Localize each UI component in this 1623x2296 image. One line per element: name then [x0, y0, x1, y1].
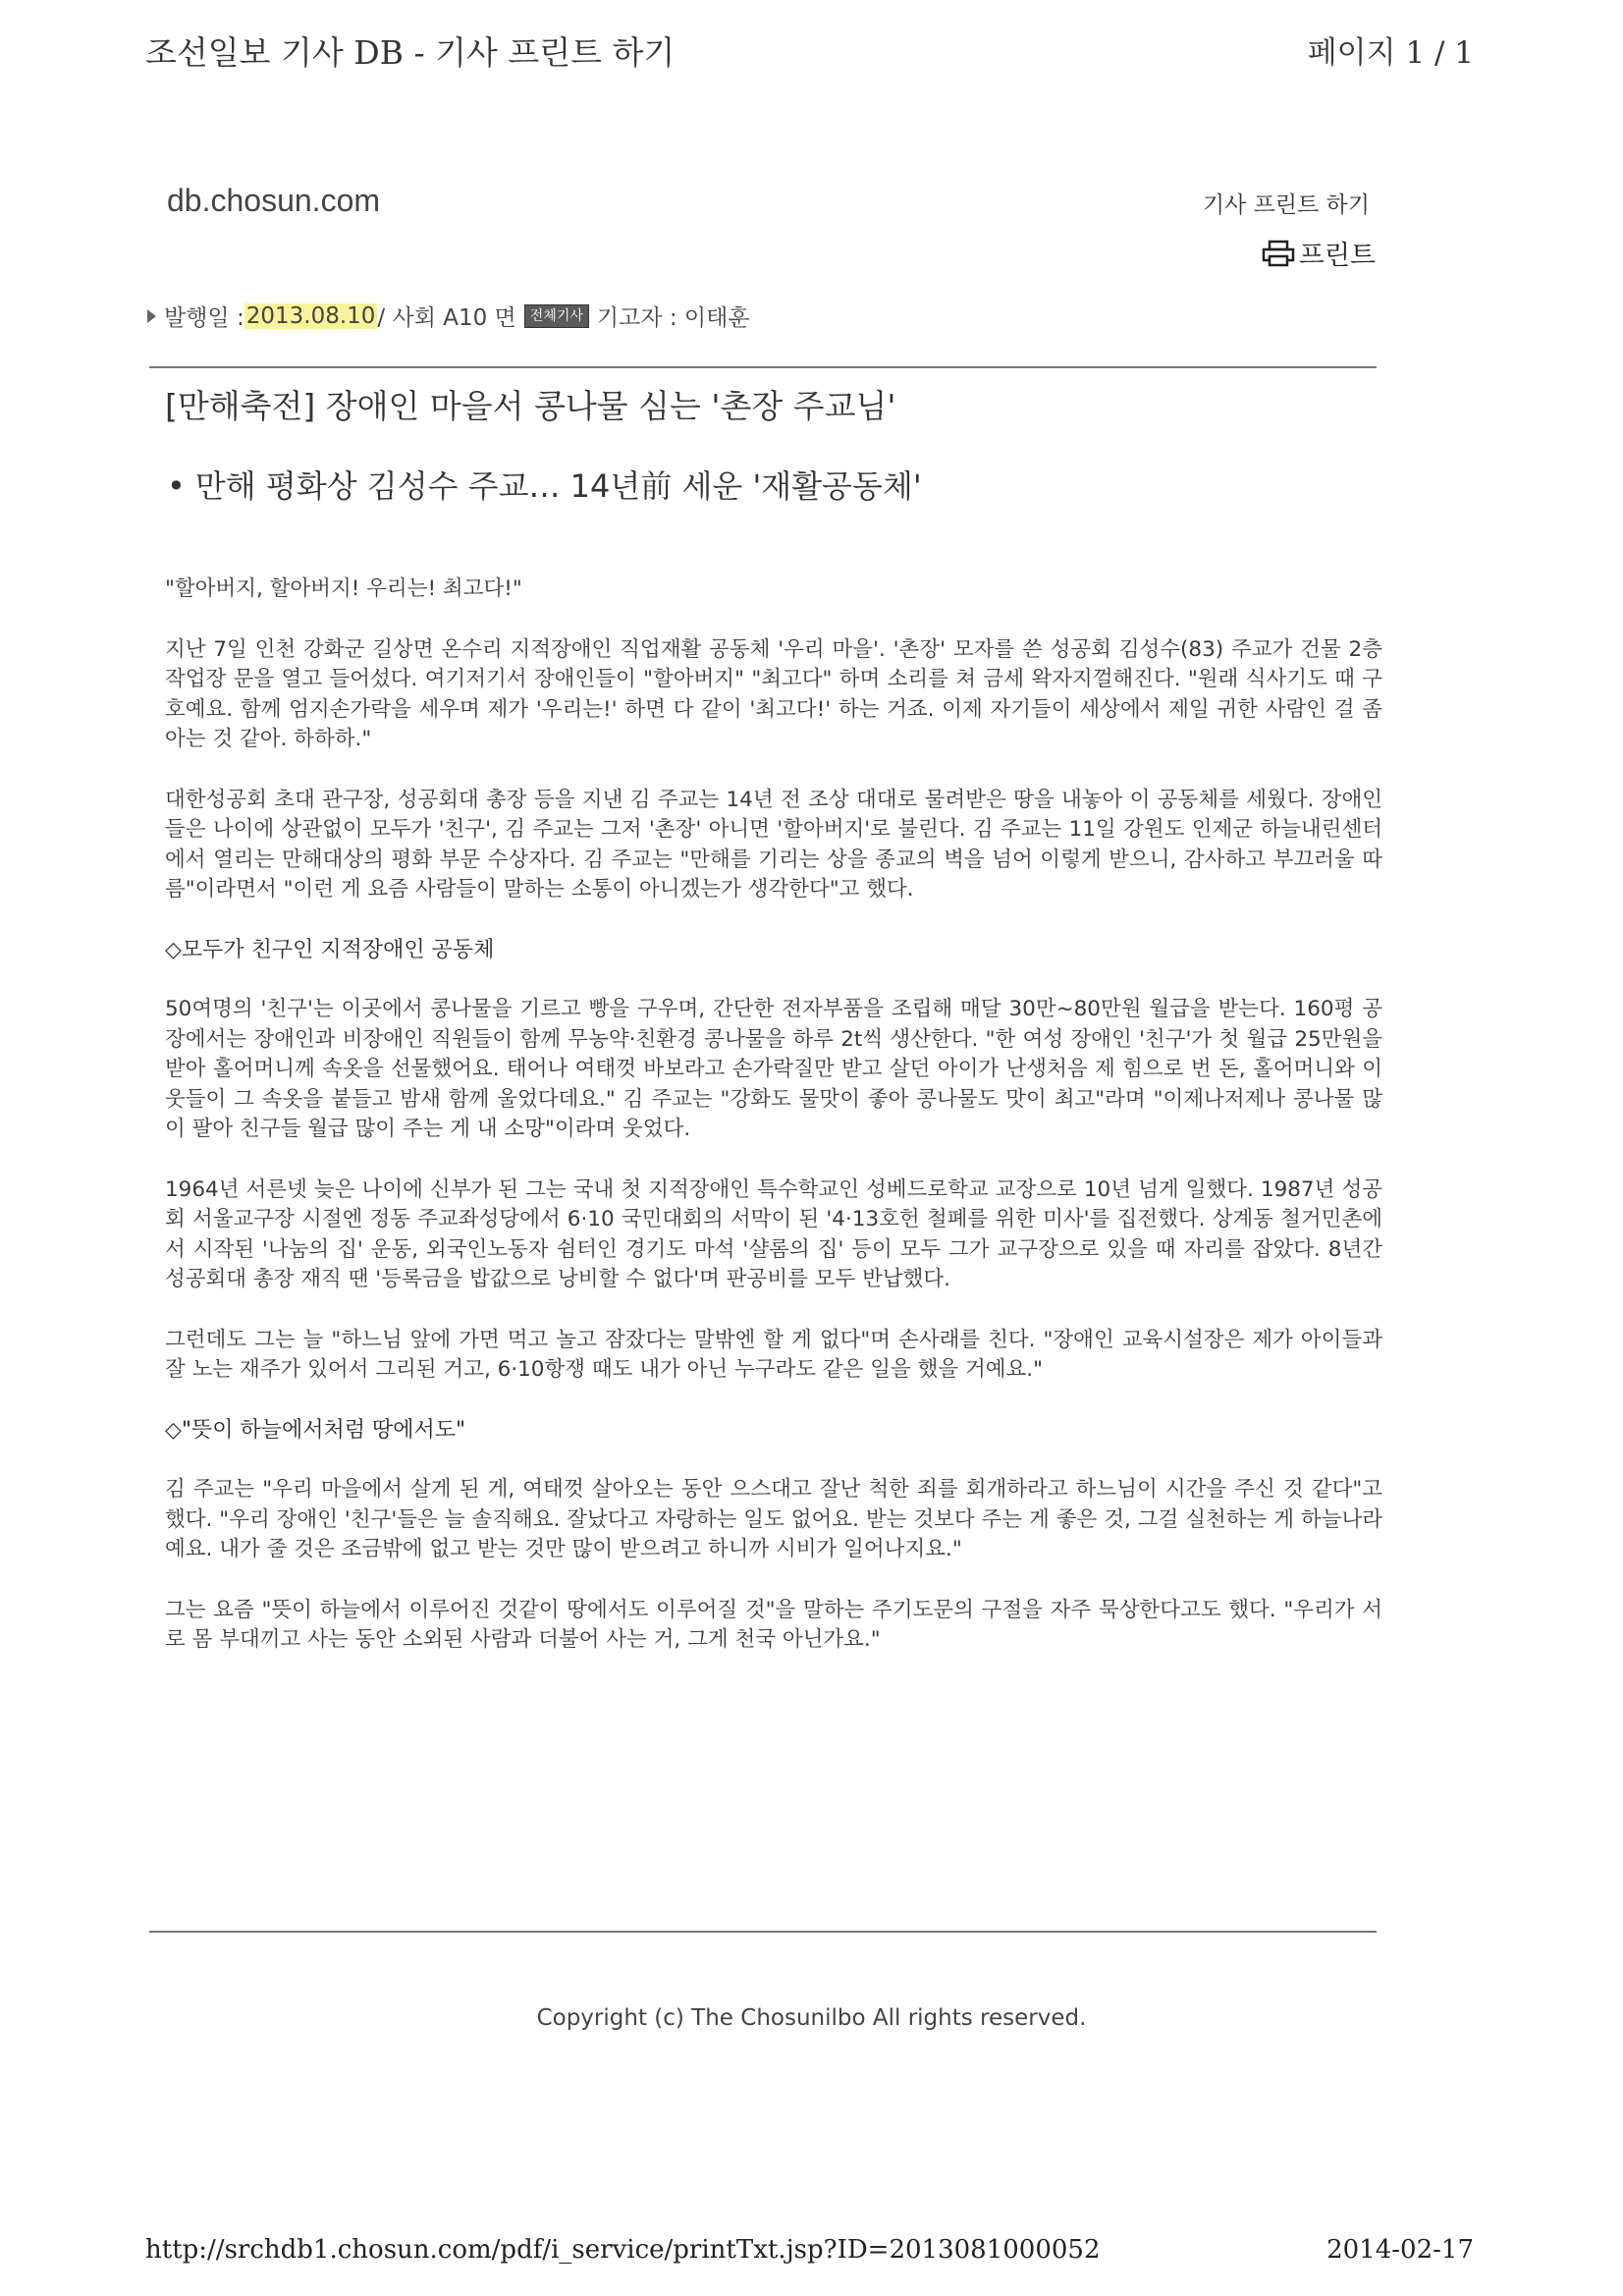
article-paragraph: 그는 요즘 "뜻이 하늘에서 이루어진 것같이 땅에서도 이루어질 것"을 말하는 주기도문의 구절을 자주 묵상한다고도 했다. "우리가 서로 몸 부대끼고 사는 동안 소외된 사람과 더불어 사는 거, 그게 천국 아닌가요.": [165, 1597, 1382, 1652]
footer-url: http://srchdb1.chosun.com/pdf/i_service/printTxt.jsp?ID=2013081000052: [145, 2235, 1101, 2265]
print-button[interactable]: [1262, 234, 1376, 272]
article-paragraph: 김 주교는 "우리 마을에서 살게 된 게, 여태껏 살아오는 동안 으스대고 잘난 척한 죄를 회개하라고 하느님이 시간을 주신 것 같다"고 했다. "우리 장애인 '친구'들은 늘 솔직해요. 잘났다고 자랑하는 일도 없어요. 받는 것보다 주는 게 좋은 것, 그걸 실천하는 게 하늘나라예요. 내가 줄 것은 조금밖에 없고 받는 것만 많이 받으려고 하니까 시비가 일어나지요.": [165, 1477, 1382, 1561]
site-name: db.chosun.com: [167, 183, 381, 218]
divider-top: [149, 366, 1377, 368]
article-paragraph: 1964년 서른넷 늦은 나이에 신부가 된 그는 국내 첫 지적장애인 특수학교인 성베드로학교 교장으로 10년 넘게 일했다. 1987년 성공회 서울교구장 시절엔 정동 주교좌성당에서 6·10 국민대회의 서막이 된 '4·13호헌 철폐를 위한 미사'를 집전했다. 상계동 철거민촌에서 시작된 '나눔의 집' 운동, 외국인노동자 쉼터인 경기도 마석 '샬롬의 집' 등이 모두 그가 교구장으로 있을 때 자리를 잡았다. 8년간 성공회대 총장 재직 땐 '등록금을 밥값으로 낭비할 수 없다'며 판공비를 모두 반납했다.: [165, 1176, 1382, 1291]
article-subheadline: [167, 462, 922, 507]
meta-date: 2013.08.10: [245, 302, 376, 329]
print-header-title: 조선일보 기사 DB - 기사 프린트 하기: [145, 33, 676, 72]
article-headline: [만해축전] 장애인 마을서 콩나물 심는 '촌장 주교님': [165, 387, 896, 425]
meta-reporter: 기고자 : 이태훈: [596, 305, 750, 331]
arrow-right-icon: [147, 309, 156, 323]
meta-section: / 사회 A10 면: [377, 305, 516, 331]
divider-bottom: [149, 1931, 1377, 1933]
printer-icon: [1262, 240, 1295, 267]
article-body: [165, 574, 1382, 1686]
print-button-label: 프린트: [1298, 241, 1376, 271]
print-header-page: 페이지 1 / 1: [1307, 35, 1474, 71]
article-paragraph: 50여명의 '친구'는 이곳에서 콩나물을 기르고 빵을 구우며, 간단한 전자부품을 조립해 매달 30만~80만원 월급을 받는다. 160평 공장에서는 장애인과 비장애인 직원들이 함께 무농약·친환경 콩나물을 하루 2t씩 생산한다. "한 여성 장애인 '친구'가 첫 월급 25만원을 받아 홀어머니께 속옷을 선물했어요. 태어나 여태껏 바보라고 손가락질만 받고 살던 아이가 난생처음 제 힘으로 번 돈, 홀어머니와 이웃들이 그 속옷을 붙들고 밤새 함께 울었다데요." 김 주교는 "강화도 물맛이 좋아 콩나물도 맛이 최고"라며 "이제나저제나 콩나물 많이 팔아 친구들 월급 많이 주는 게 내 소망"이라며 웃었다.: [165, 997, 1382, 1141]
print-article-link[interactable]: 기사 프린트 하기: [1202, 192, 1370, 218]
meta-date-label: 발행일 :: [164, 305, 244, 331]
article-paragraph: 지난 7일 인천 강화군 길상면 온수리 지적장애인 직업재활 공동체 '우리 마을'. '촌장' 모자를 쓴 성공회 김성수(83) 주교가 건물 2층 작업장 문을 열고 들어섰다. 여기저기서 장애인들이 "할아버지" "최고다" 하며 소리를 쳐 금세 왁자지껄해진다. "원래 식사기도 때 구호예요. 함께 엄지손가락을 세우며 제가 '우리는!' 하면 다 같이 '최고다!' 하는 거죠. 이제 자기들이 세상에서 제일 귀한 사람인 걸 좀 아는 것 같아. 하하하.": [165, 636, 1382, 751]
article-paragraph: "할아버지, 할아버지! 우리는! 최고다!": [165, 576, 522, 601]
section-heading: ◇모두가 친구인 지적장애인 공동체: [165, 937, 495, 962]
article-paragraph: 그런데도 그는 늘 "하느님 앞에 가면 먹고 놀고 잠잤다는 말밖엔 할 게 없다"며 손사래를 친다. "장애인 교육시설장은 제가 아이들과 잘 노는 재주가 있어서 그리된 거고, 6·10항쟁 때도 내가 아닌 누구라도 같은 일을 했을 거예요.": [165, 1327, 1382, 1382]
article-meta: [147, 300, 750, 332]
footer-date: 2014-02-17: [1326, 2235, 1474, 2265]
subheadline-text: 만해 평화상 김성수 주교… 14년前 세운 '재활공동체': [194, 467, 922, 505]
article-paragraph: 대한성공회 초대 관구장, 성공회대 총장 등을 지낸 김 주교는 14년 전 조상 대대로 물려받은 땅을 내놓아 이 공동체를 세웠다. 장애인들은 나이에 상관없이 모두가 '친구', 김 주교는 그저 '촌장' 아니면 '할아버지'로 불린다. 김 주교는 11일 강원도 인제군 하늘내린센터에서 열리는 만해대상의 평화 부문 수상자다. 김 주교는 "만해를 기리는 상을 종교의 벽을 넘어 이렇게 받으니, 감사하고 부끄러울 따름"이라면서 "이런 게 요즘 사람들이 말하는 소통이 아니겠는가 생각한다"고 했다.: [165, 787, 1382, 902]
bullet-icon: •: [167, 467, 186, 505]
full-article-badge[interactable]: 전체기사: [524, 304, 589, 328]
section-heading: ◇"뜻이 하늘에서처럼 땅에서도": [165, 1417, 466, 1443]
copyright-notice: Copyright (c) The Chosunilbo All rights reserved.: [536, 2005, 1087, 2031]
